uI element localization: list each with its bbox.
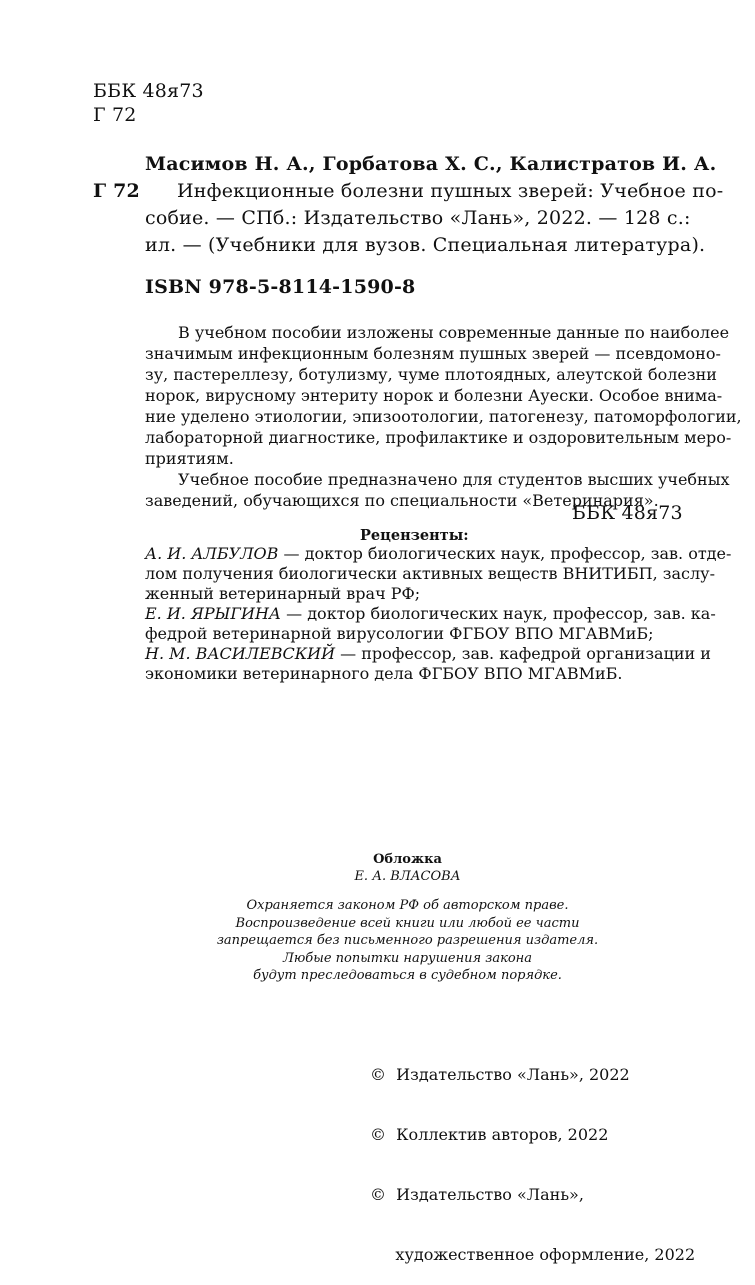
notice-line: запрещается без письменного разрешения издателя. <box>216 933 599 948</box>
bib-line: Инфекционные болезни пушных зверей: Учебное по- <box>177 180 724 202</box>
copyright-line: © Коллектив авторов, 2022 <box>370 1125 609 1144</box>
reviewer-line: А. И. АЛБУЛОВ — доктор биологических наук, профессор, зав. отде- <box>145 544 732 563</box>
cover-artist: Е. А. ВЛАСОВА <box>354 869 461 884</box>
reviewer-line: Е. И. ЯРЫГИНА — доктор биологических наук, профессор, зав. ка- <box>145 604 716 623</box>
reviewer-line: экономики ветеринарного дела ФГБОУ ВПО МГАВМиБ. <box>145 664 623 683</box>
notice-line: будут преследоваться в судебном порядке. <box>253 968 562 983</box>
abstract-line: Учебное пособие предназначено для студентов высших учебных <box>178 470 730 489</box>
reviewers-title: Рецензенты: <box>360 527 469 544</box>
abstract-line: В учебном пособии изложены современные данные по наиболее <box>178 323 730 342</box>
copyright-holders <box>370 1025 695 1285</box>
abstract-line: приятиям. <box>145 449 234 468</box>
abstract-line: норок, вирусному энтериту норок и болезни Ауески. Особое внима- <box>145 386 723 405</box>
bib-line: ил. — (Учебники для вузов. Специальная литература). <box>145 234 706 256</box>
bib-line: собие. — СПб.: Издательство «Лань», 2022. — 128 с.: <box>145 207 691 229</box>
bbk-code-top: ББК 48я73 <box>93 80 204 102</box>
copyright-line: © Издательство «Лань», 2022 <box>370 1065 630 1084</box>
notice-line: Охраняется законом РФ об авторском праве. <box>246 898 569 913</box>
abstract-line: значимым инфекционным болезням пушных зверей — псевдомоно- <box>145 344 721 363</box>
reviewer-name: А. И. АЛБУЛОВ <box>145 544 279 563</box>
reviewer-line: женный ветеринарный врач РФ; <box>145 584 421 603</box>
isbn: ISBN 978-5-8114-1590-8 <box>145 276 416 298</box>
reviewer-name: Н. М. ВАСИЛЕВСКИЙ <box>145 644 336 663</box>
copyright-line: художественное оформление, 2022 <box>370 1245 696 1264</box>
reviewer-name: Е. И. ЯРЫГИНА <box>145 604 282 623</box>
abstract-line: заведений, обучающихся по специальности «Ветеринария». <box>145 491 659 510</box>
copyright-notice <box>0 897 755 985</box>
reviewer-line: лом получения биологически активных веществ ВНИТИБП, заслу- <box>145 564 715 583</box>
abstract-line: лабораторной диагностике, профилактике и оздоровительным меро- <box>145 428 732 447</box>
cover-label: Обложка <box>373 852 442 867</box>
bbk-code-right: ББК 48я73 <box>572 502 683 524</box>
abstract-line: зу, пастереллезу, ботулизму, чуме плотоядных, алеутской болезни <box>145 365 717 384</box>
notice-line: Любые попытки нарушения закона <box>283 950 532 966</box>
bibliographic-record <box>145 178 724 258</box>
abstract-line: ние уделено этиологии, эпизоотологии, патогенезу, патоморфологии, <box>145 407 742 426</box>
abstract <box>145 322 742 511</box>
cover-credit <box>0 851 755 885</box>
copyright-line: © Издательство «Лань», <box>370 1185 584 1204</box>
notice-line: Воспроизведение всей книги или любой ее части <box>235 915 580 931</box>
reviewer-line: Н. М. ВАСИЛЕВСКИЙ — профессор, зав. кафедрой организации и <box>145 644 711 663</box>
authors: Масимов Н. А., Горбатова Х. С., Калистратов И. А. <box>145 153 717 175</box>
index-code: Г 72 <box>93 180 140 202</box>
udk-code: Г 72 <box>93 104 137 126</box>
reviewer-line: федрой ветеринарной вирусологии ФГБОУ ВПО МГАВМиБ; <box>145 624 654 643</box>
reviewers-list <box>145 544 732 684</box>
